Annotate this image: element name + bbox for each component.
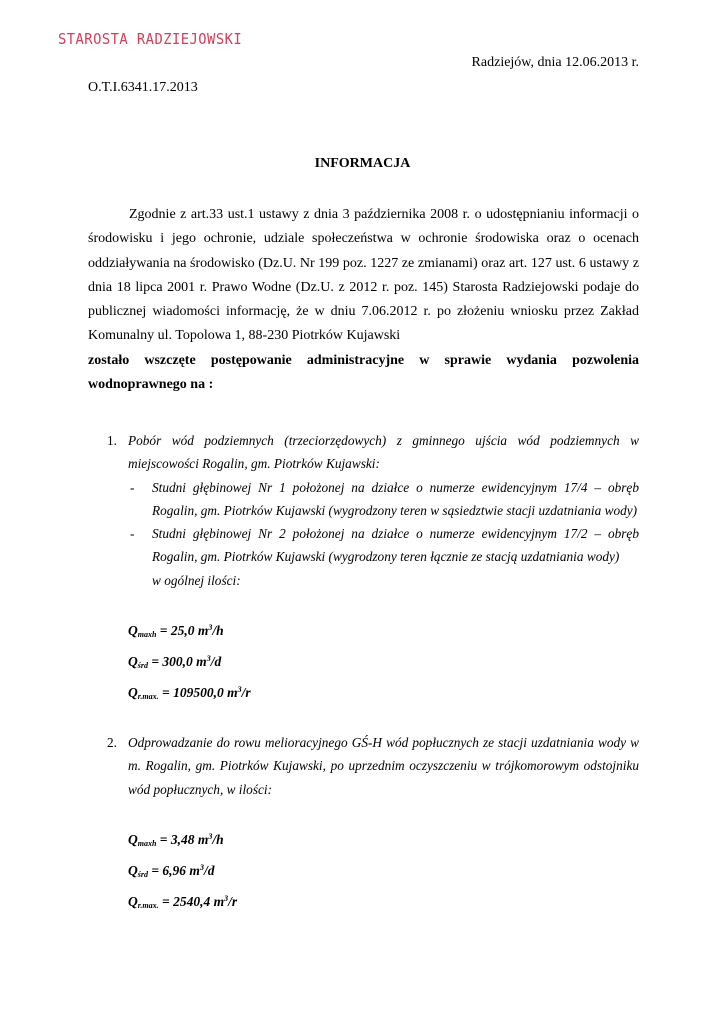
paragraph-text: Zgodnie z art.33 ust.1 ustawy z dnia 3 października 2008 r. o udostępnianiu informacji o środowisku i jego ochronie, udziale społeczeństwa w ochronie środowiska oraz o ocenach oddziaływania na środowisko (Dz.U. Nr 199 poz. 1227 ze zmianami) oraz art. 127 ust. 6 ustawy z dnia 18 lipca 2001 r. Prawo Wodne (Dz.U. z 2012 r. poz. 145) Starosta Radziejowski podaje do publicznej wiadomości informację, że w dniu 7.06.2012 r. po złożeniu wniosku przez Zakład Komunalny ul. Topolowa 1, 88-230 Piotrków Kujawski (88, 207, 639, 344)
formula-block (128, 616, 639, 709)
document-title: INFORMACJA (314, 156, 411, 171)
bullet-dash: - (130, 479, 135, 495)
bullet-item-2 (107, 522, 639, 569)
formula-line: $Q_{śrd} = 6,96$ $m^3/d$ (128, 862, 215, 879)
date-line: Radziejów, dnia 12.06.2013 r. (471, 55, 639, 70)
bullet-dash: - (130, 526, 135, 542)
starosta-stamp: STAROSTA RADZIEJOWSKI (58, 30, 243, 48)
bullet-text: Studni głębinowej Nr 1 położonej na działce o numerze ewidencyjnym 17/4 – obręb Rogalin, gm. Piotrków Kujawski (wygrodzony teren w sąsiedztwie stacji uzdatniania wody) (152, 479, 639, 518)
formula-line: $Q_{śrd} = 300,0$ $m^3/d$ (128, 654, 222, 671)
formula-line: $Q_{r.max.} = 109500,0$ $m^3/r$ (128, 685, 251, 702)
paragraph-bold-text: zostało wszczęte postępowanie administracyjne w sprawie wydania pozwolenia wodnoprawnego na : (88, 352, 639, 393)
formula-line: $Q_{maxh} = 25,0$ $m^3/h$ (128, 623, 224, 640)
item-text: Pobór wód podziemnych (trzeciorzędowych) z gminnego ujścia wód podziemnych w miejscowości Rogalin, gm. Piotrków Kujawski: (128, 433, 639, 472)
item-text: Odprowadzanie do rowu melioracyjnego GŚ-H wód popłucznych ze stacji uzdatniania wody w m. Rogalin, gm. Piotrków Kujawski, po uprzednim oczyszczeniu w trójkomorowym odstojniku wód popłucznych, w ilości: (128, 735, 639, 797)
formula-block (128, 825, 639, 918)
list-item-1 (107, 429, 639, 709)
bullet-item-1 (107, 476, 639, 523)
reference-number: O.T.I.6341.17.2013 (88, 80, 198, 95)
bullet-text: Studni głębinowej Nr 2 położonej na działce o numerze ewidencyjnym 17/2 – obręb Rogalin, gm. Piotrków Kujawski (wygrodzony teren łącznie ze stacją uzdatniania wody) (152, 526, 639, 565)
total-label: w ogólnej ilości: (152, 572, 241, 588)
main-paragraph (88, 203, 639, 397)
formula-line: $Q_{maxh} = 3,48$ $m^3/h$ (128, 831, 224, 848)
item-number: 2. (107, 735, 117, 750)
item-number: 1. (107, 433, 117, 448)
formula-line: $Q_{r.max.} = 2540,4$ $m^3/r$ (128, 893, 238, 910)
list-item-2 (107, 731, 639, 918)
